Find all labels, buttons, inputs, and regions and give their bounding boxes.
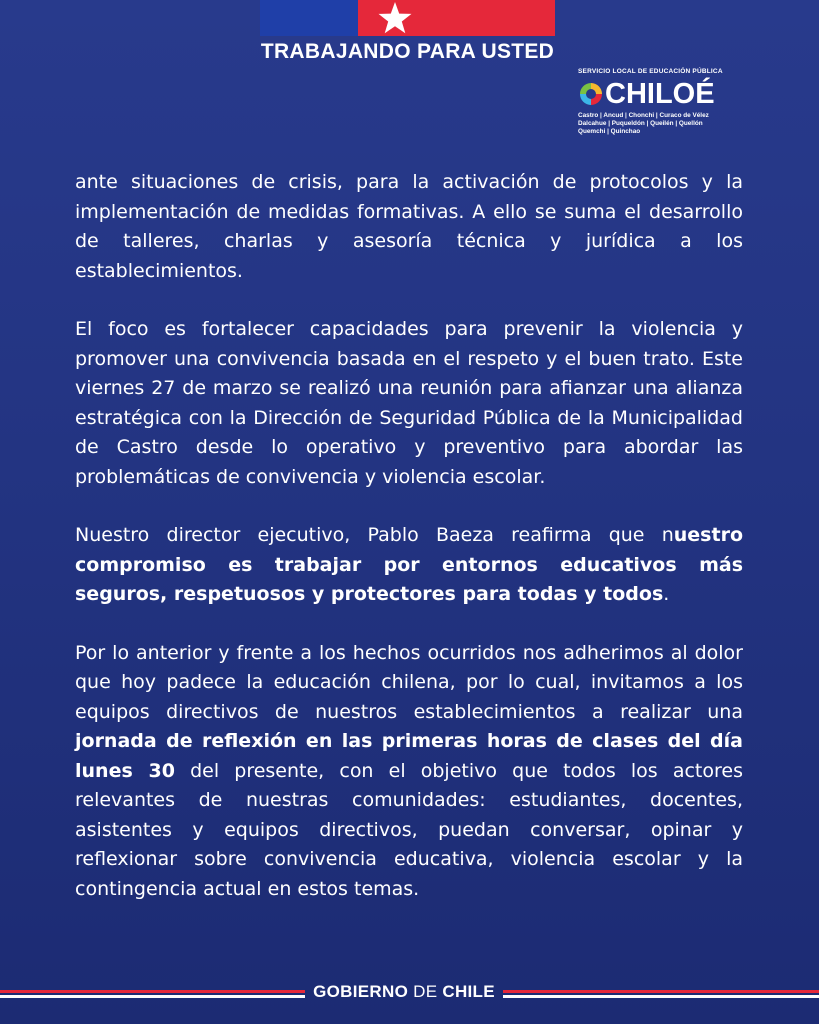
logo-communes-line: Castro | Ancud | Chonchi | Curaco de Vélez [578, 112, 709, 119]
star-icon [377, 1, 413, 35]
logo-brand [578, 79, 748, 109]
footer-label [305, 982, 503, 1002]
paragraph-2: El foco es fortalecer capacidades para prevenir la violencia y promover una convivencia basada en el respeto y el buen trato. Este viernes 27 de marzo se realizó una reunión para afianzar una alianza estratégica con la Dirección de Seguridad Pública de la Municipalidad de Castro desde lo operativo y preventivo para abordar las problemáticas de convivencia y violencia escolar. [75, 318, 743, 488]
footer-gobierno-word: GOBIERNO [313, 982, 409, 1001]
logo-communes-line: Dalcahue | Puqueldón | Queilén | Quellón [578, 120, 703, 127]
paragraph-4-text: Por lo anterior y frente a los hechos ocurridos nos adherimos al dolor que hoy padece la educación chilena, por lo cual, invitamos a los equipos directivos de nuestros establecimientos a realizar una [75, 641, 743, 723]
logo-ring-icon [578, 81, 604, 107]
slep-chiloe-logo [578, 68, 748, 136]
article-body [75, 168, 743, 933]
footer-gobierno [0, 981, 819, 1005]
logo-communes [578, 112, 748, 136]
footer-stripes-right [503, 986, 819, 1000]
chile-flag [260, 0, 555, 36]
paragraph-3-highlight: uestro compromiso es trabajar por entornos educativos más seguros, respetuosos y protectores para todas y todos [75, 524, 743, 605]
footer-chile-word: CHILE [442, 982, 495, 1001]
paragraph-3-end: . [663, 583, 670, 605]
paragraph-3 [75, 521, 743, 610]
flag-blue-field [260, 0, 358, 36]
paragraph-1: ante situaciones de crisis, para la activación de protocolos y la implementación de medidas formativas. A ello se suma el desarrollo de talleres, charlas y asesoría técnica y jurídica a los establecimientos. [75, 171, 743, 282]
header-tagline: TRABAJANDO PARA USTED [260, 40, 555, 63]
footer-de-word: DE [413, 982, 438, 1001]
logo-brand-name: CHILOÉ [605, 78, 715, 110]
logo-communes-line: Quemchi | Quinchao [578, 128, 641, 135]
footer-stripes-left [0, 986, 305, 1000]
paragraph-4-highlight: jornada de reflexión en las primeras horas de clases del día lunes 30 [75, 730, 743, 782]
logo-service-name: SERVICIO LOCAL DE EDUCACIÓN PÚBLICA [578, 68, 723, 75]
paragraph-4 [75, 639, 743, 905]
paragraph-4-end: del presente, con el objetivo que todos los actores relevantes de nuestras comunidades: estudiantes, docentes, asistentes y equipos directivos, puedan conversar, opinar y reflexionar sobre convivencia educativa, violencia escolar y la contingencia actual en estos temas. [75, 759, 743, 900]
paragraph-3-text: Nuestro director ejecutivo, Pablo Baeza reafirma que n [75, 524, 674, 546]
